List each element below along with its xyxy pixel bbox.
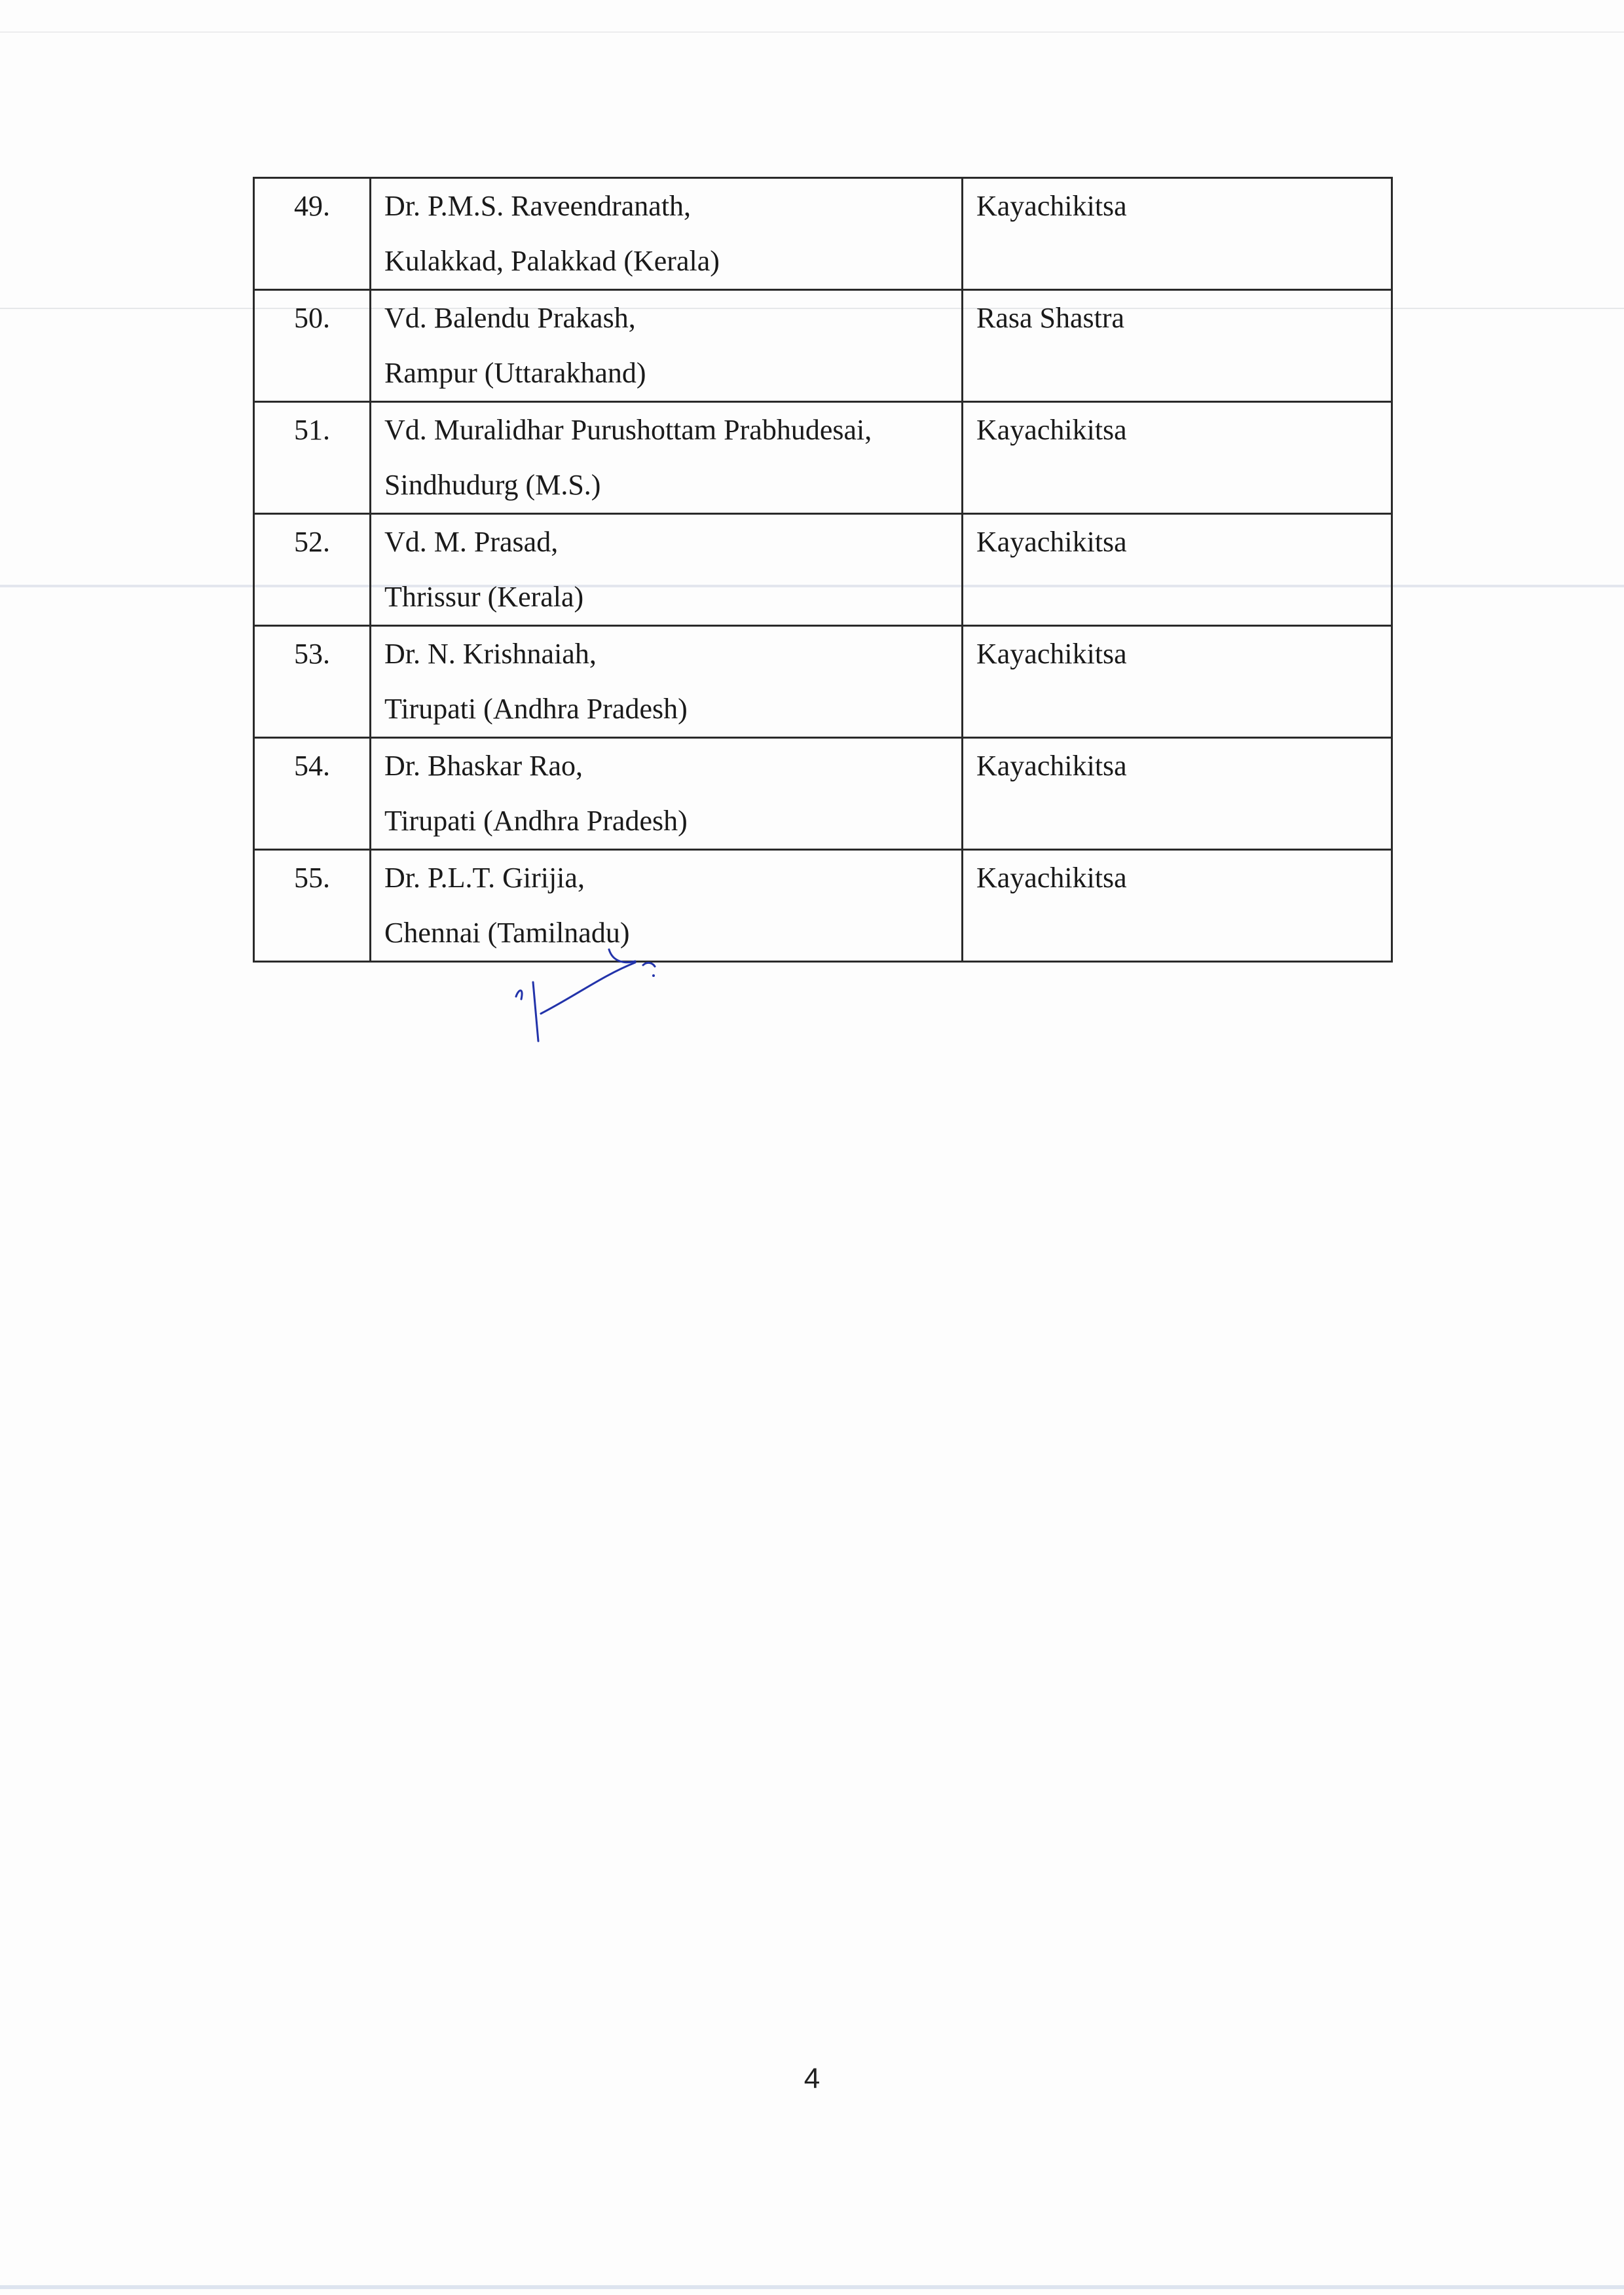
department-cell: Kayachikitsa [963, 514, 1392, 626]
name-cell [371, 290, 963, 402]
department-cell: Kayachikitsa [963, 850, 1392, 962]
serial-number-cell: 51. [254, 402, 371, 514]
expert-name: Dr. Bhaskar Rao, [384, 750, 583, 782]
serial-number-cell: 55. [254, 850, 371, 962]
name-cell [371, 178, 963, 290]
department-cell: Rasa Shastra [963, 290, 1392, 402]
expert-name: Dr. P.L.T. Girijia, [384, 862, 585, 894]
expert-place: Chennai (Tamilnadu) [384, 917, 630, 949]
department-cell: Kayachikitsa [963, 178, 1392, 290]
name-cell [371, 514, 963, 626]
expert-place: Rampur (Uttarakhand) [384, 357, 646, 389]
table-row [254, 850, 1392, 962]
department-cell: Kayachikitsa [963, 402, 1392, 514]
serial-number-cell: 54. [254, 738, 371, 850]
serial-number-cell: 49. [254, 178, 371, 290]
name-cell [371, 738, 963, 850]
table-row [254, 402, 1392, 514]
expert-place: Kulakkad, Palakkad (Kerala) [384, 245, 720, 277]
table-row [254, 626, 1392, 738]
expert-name: Vd. Muralidhar Purushottam Prabhudesai, [384, 414, 872, 446]
table-row [254, 738, 1392, 850]
expert-place: Tirupati (Andhra Pradesh) [384, 805, 688, 837]
experts-table [253, 177, 1393, 963]
scan-artifact-line [0, 31, 1624, 33]
expert-place: Sindhudurg (M.S.) [384, 469, 601, 501]
expert-place: Thrissur (Kerala) [384, 581, 584, 613]
expert-name: Dr. P.M.S. Raveendranath, [384, 190, 692, 222]
table-row [254, 290, 1392, 402]
handwritten-signature [504, 936, 701, 1067]
name-cell [371, 402, 963, 514]
page-number: 4 [803, 2063, 821, 2095]
department-cell: Kayachikitsa [963, 738, 1392, 850]
table-row [254, 178, 1392, 290]
serial-number-cell: 50. [254, 290, 371, 402]
expert-name: Vd. Balendu Prakash, [384, 302, 636, 334]
department-cell: Kayachikitsa [963, 626, 1392, 738]
serial-number-cell: 52. [254, 514, 371, 626]
serial-number-cell: 53. [254, 626, 371, 738]
table-row [254, 514, 1392, 626]
expert-place: Tirupati (Andhra Pradesh) [384, 693, 688, 725]
name-cell [371, 626, 963, 738]
expert-name: Vd. M. Prasad, [384, 526, 559, 558]
scan-artifact-line [0, 2285, 1624, 2289]
expert-name: Dr. N. Krishnaiah, [384, 638, 597, 670]
